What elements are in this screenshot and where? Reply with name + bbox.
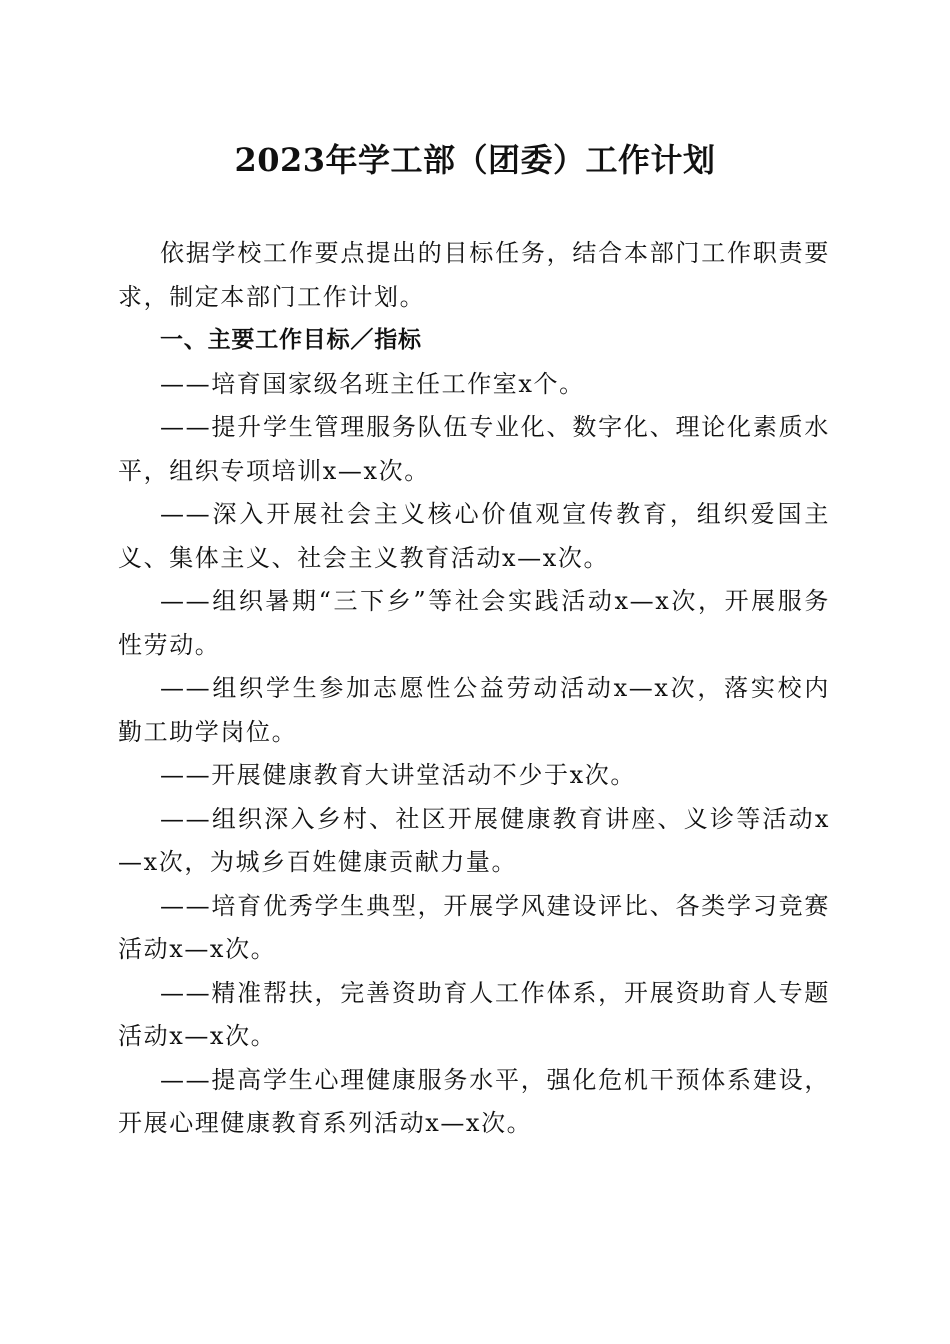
section-heading: 一、主要工作目标／指标 [160, 327, 422, 353]
intro-paragraph: 依据学校工作要点提出的目标任务，结合本部门工作职责要求，制定本部门工作计划。 [118, 239, 830, 311]
target-item: ——培育国家级名班主任工作室x个。 [160, 369, 585, 398]
document-title: 2023年学工部（团委）工作计划 [234, 141, 716, 179]
target-item: ——精准帮扶，完善资助育人工作体系，开展资助育人专题活动x—x次。 [118, 978, 830, 1050]
target-item: ——组织暑期“三下乡”等社会实践活动x—x次，开展服务性劳动。 [118, 587, 830, 659]
target-item: ——培育优秀学生典型，开展学风建设评比、各类学习竞赛活动x—x次。 [118, 891, 830, 963]
target-item: ——组织深入乡村、社区开展健康教育讲座、义诊等活动x—x次，为城乡百姓健康贡献力量。 [118, 804, 830, 876]
target-item: ——提高学生心理健康服务水平，强化危机干预体系建设，开展心理健康教育系列活动x—x次。 [118, 1065, 830, 1137]
target-item: ——开展健康教育大讲堂活动不少于x次。 [160, 761, 636, 789]
target-item: ——深入开展社会主义核心价值观宣传教育，组织爱国主义、集体主义、社会主义教育活动x—x次。 [118, 500, 830, 572]
target-item: ——组织学生参加志愿性公益劳动活动x—x次，落实校内勤工助学岗位。 [118, 674, 830, 746]
document-body [118, 232, 830, 1146]
target-item: ——提升学生管理服务队伍专业化、数字化、理论化素质水平，组织专项培训x—x次。 [118, 413, 830, 485]
